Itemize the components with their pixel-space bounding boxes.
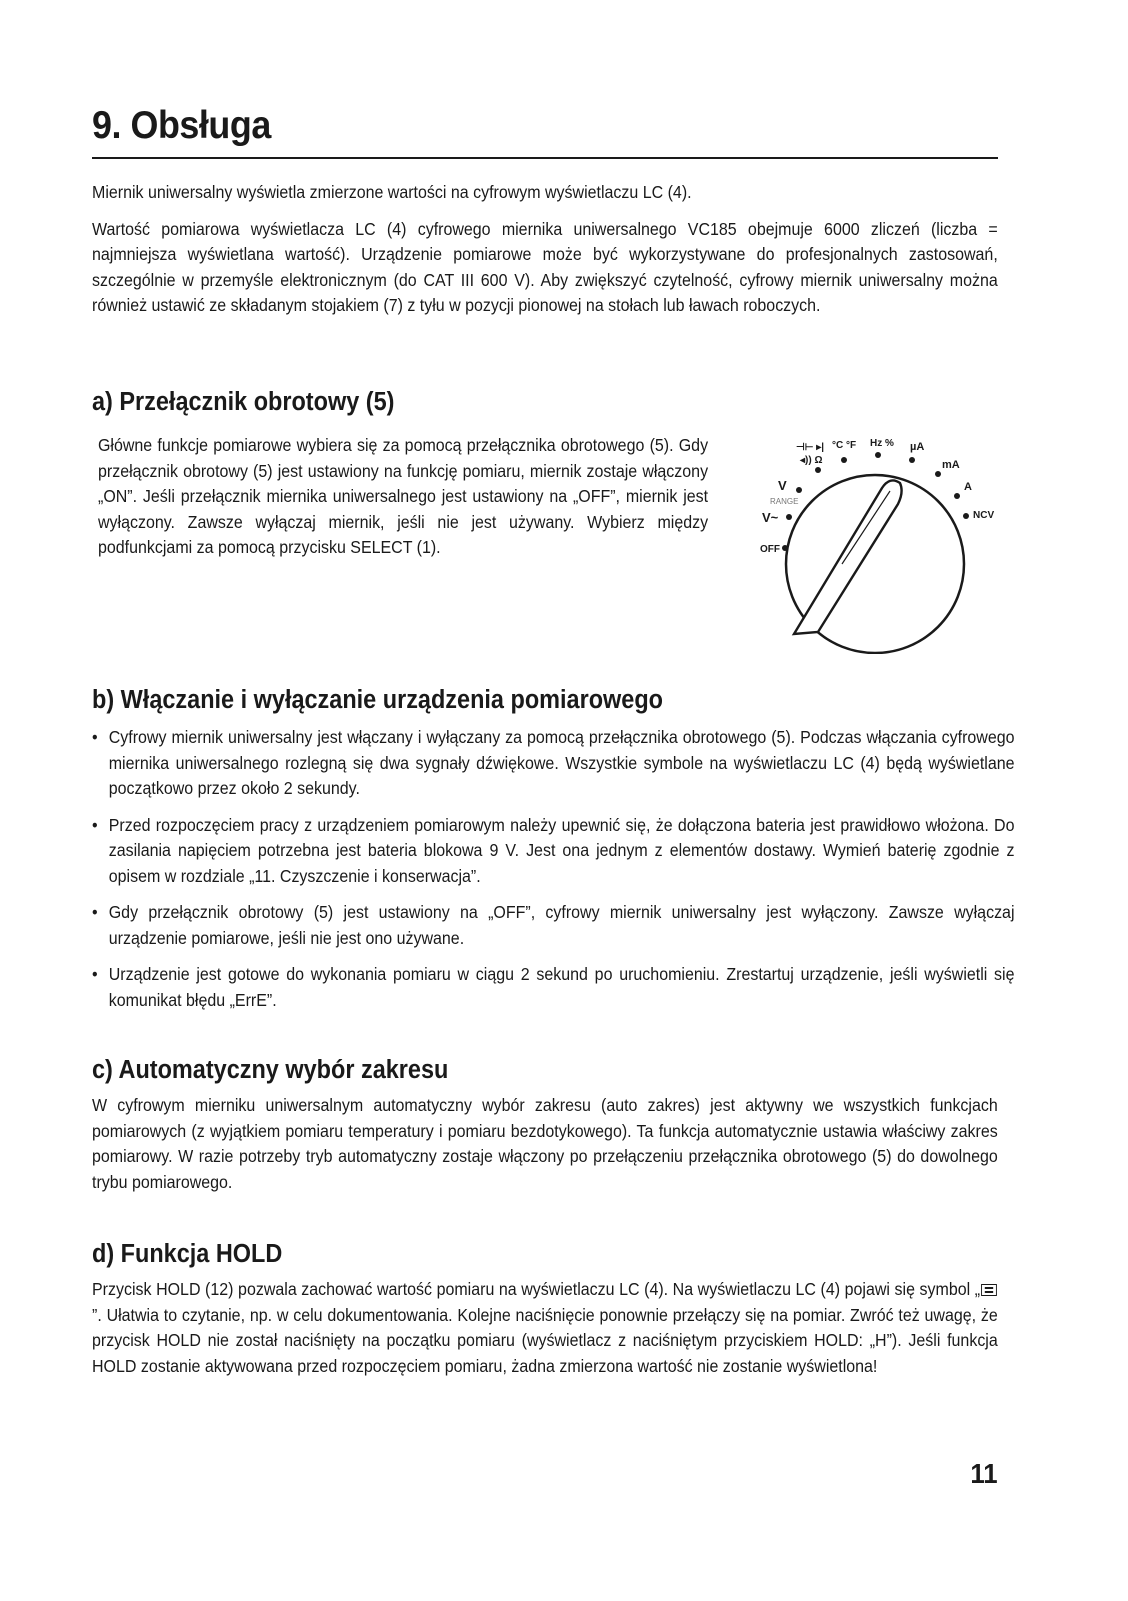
- dial-label-range: RANGE: [770, 497, 799, 506]
- dial-dot-temp: [841, 457, 847, 463]
- section-a: [92, 388, 998, 417]
- list-item: • Urządzenie jest gotowe do wykonania pomiaru w ciągu 2 sekund po uruchomieniu. Zrestartuj urządzenie, jeśli wyświetli się komunikat błędu „ErrE”.: [92, 962, 1015, 1013]
- intro-section: [92, 180, 998, 319]
- dial-dot-a: [954, 493, 960, 499]
- dial-label-hz: Hz %: [870, 438, 894, 449]
- section-a-text: Główne funkcje pomiarowe wybiera się za pomocą przełącznika obrotowego (5). Gdy przełącznik obrotowy (5) jest ustawiony na funkcję pomiaru, miernik zostaje włączony „ON”. Jeśli przełącznik miernika uniwersalnego jest ustawiony na „OFF”, miernik jest wyłączony. Zawsze wyłączaj miernik, jeśli nie jest używany. Wybierz między podfunkcjami za pomocą przycisku SELECT (1).: [98, 435, 709, 557]
- section-c: [92, 1056, 998, 1195]
- page-number: 11: [970, 1458, 998, 1489]
- section-d: [92, 1240, 998, 1379]
- dial-dot-vac: [786, 514, 792, 520]
- manual-page: [92, 0, 1015, 1601]
- section-b-list: [92, 725, 1015, 1013]
- section-a-text-block: [98, 433, 708, 561]
- intro-paragraph-2: Wartość pomiarowa wyświetlacza LC (4) cyfrowego miernika uniwersalnego VC185 obejmuje 6000 zliczeń (liczba = najmniejsza wyświetlana wartość). Urządzenie pomiarowe może być wykorzystywane do profesjonalnych zastosowań, szczególnie w przemyśle elektronicznym (do CAT III 600 V). Aby zwiększyć czytelność, cyfrowy miernik uniwersalny można również ustawić ze składanym stojakiem (7) z tyłu w pozycji pionowej na stołach lub ławach roboczych.: [92, 218, 998, 315]
- dial-label-ma: mA: [942, 459, 960, 471]
- dial-label-diode: ⊣⊢ ▸|: [796, 442, 825, 453]
- dial-label-ncv: NCV: [973, 510, 995, 521]
- intro-paragraph-1: Miernik uniwersalny wyświetla zmierzone wartości na cyfrowym wyświetlaczu LC (4).: [92, 182, 692, 202]
- dial-label-off: OFF: [760, 544, 780, 555]
- rotary-switch-diagram: [732, 436, 998, 654]
- dial-label-buzzer-ohm: ◂)) Ω: [800, 455, 823, 466]
- list-item: • Gdy przełącznik obrotowy (5) jest ustawiony na „OFF”, cyfrowy miernik uniwersalny jest wyłączony. Zawsze wyłączaj urządzenie pomiarowe, jeśli nie jest ono używane.: [92, 900, 1015, 951]
- list-item: • Przed rozpoczęciem pracy z urządzeniem pomiarowym należy upewnić się, że dołączona bateria jest prawidłowo włożona. Do zasilania napięciem potrzebna jest bateria blokowa 9 V. Jest ona jednym z elementów dostawy. Wymień baterię zgodnie z opisem w rozdziale „11. Czyszczenie i konserwacja”.: [92, 813, 1015, 890]
- dial-dot-diode: [815, 467, 821, 473]
- section-c-title: c) Automatyczny wybór zakresu: [92, 1056, 449, 1084]
- dial-label-vac: V~: [762, 510, 779, 525]
- section-d-text-part-1: Przycisk HOLD (12) pozwala zachować wartość pomiaru na wyświetlaczu LC (4). Na wyświetlaczu LC (4) pojawi się symbol „: [92, 1279, 981, 1299]
- hold-icon: [981, 1284, 997, 1296]
- section-b-title: b) Włączanie i wyłączanie urządzenia pomiarowego: [92, 686, 664, 714]
- dial-label-temp: °C °F: [832, 440, 857, 451]
- section-b: [92, 686, 1015, 1024]
- dial-dot-ua: [909, 457, 915, 463]
- section-d-text-part-2: ”. Ułatwia to czytanie, np. w celu dokumentowania. Kolejne naciśnięcie ponownie przełączy się na pomiar. Zwróć też uwagę, że przycisk HOLD nie został naciśnięty na początku pomiaru (wyświetlacz z naciśniętym przyciskiem HOLD: „H”). Jeśli funkcja HOLD zostanie aktywowana przed rozpoczęciem pomiaru, żadna zmierzona wartość nie zostanie wyświetlona!: [92, 1304, 998, 1376]
- section-d-text: [92, 1277, 998, 1379]
- dial-label-a: A: [964, 481, 972, 493]
- dial-dot-off: [782, 545, 788, 551]
- dial-label-ua: µA: [910, 441, 925, 453]
- section-d-title: d) Funkcja HOLD: [92, 1240, 283, 1268]
- dial-dot-vdc: [796, 487, 802, 493]
- section-c-text: W cyfrowym mierniku uniwersalnym automatyczny wybór zakresu (auto zakres) jest aktywny we wszystkich funkcjach pomiarowych (z wyjątkiem pomiaru temperatury i pomiaru bezdotykowego). Ta funkcja automatycznie ustawia właściwy zakres pomiarowy. W razie potrzeby tryb automatyczny zostaje włączony po przełączeniu przełącznika obrotowego (5) do dowolnego trybu pomiarowego.: [92, 1095, 998, 1192]
- dial-dot-ma: [935, 471, 941, 477]
- title-rule: [92, 157, 998, 159]
- section-a-title: a) Przełącznik obrotowy (5): [92, 388, 395, 416]
- list-item: • Cyfrowy miernik uniwersalny jest włączany i wyłączany za pomocą przełącznika obrotowego (5). Podczas włączania cyfrowego miernika uniwersalnego rozlegną się dwa sygnały dźwiękowe. Wszystkie symbole na wyświetlaczu LC (4) będą wyświetlane początkowo przez około 2 sekundy.: [92, 725, 1015, 802]
- dial-dot-hz: [875, 452, 881, 458]
- dial-dot-ncv: [963, 513, 969, 519]
- page-title: 9. Obsługa: [92, 104, 271, 147]
- dial-label-vdc: V: [778, 478, 787, 493]
